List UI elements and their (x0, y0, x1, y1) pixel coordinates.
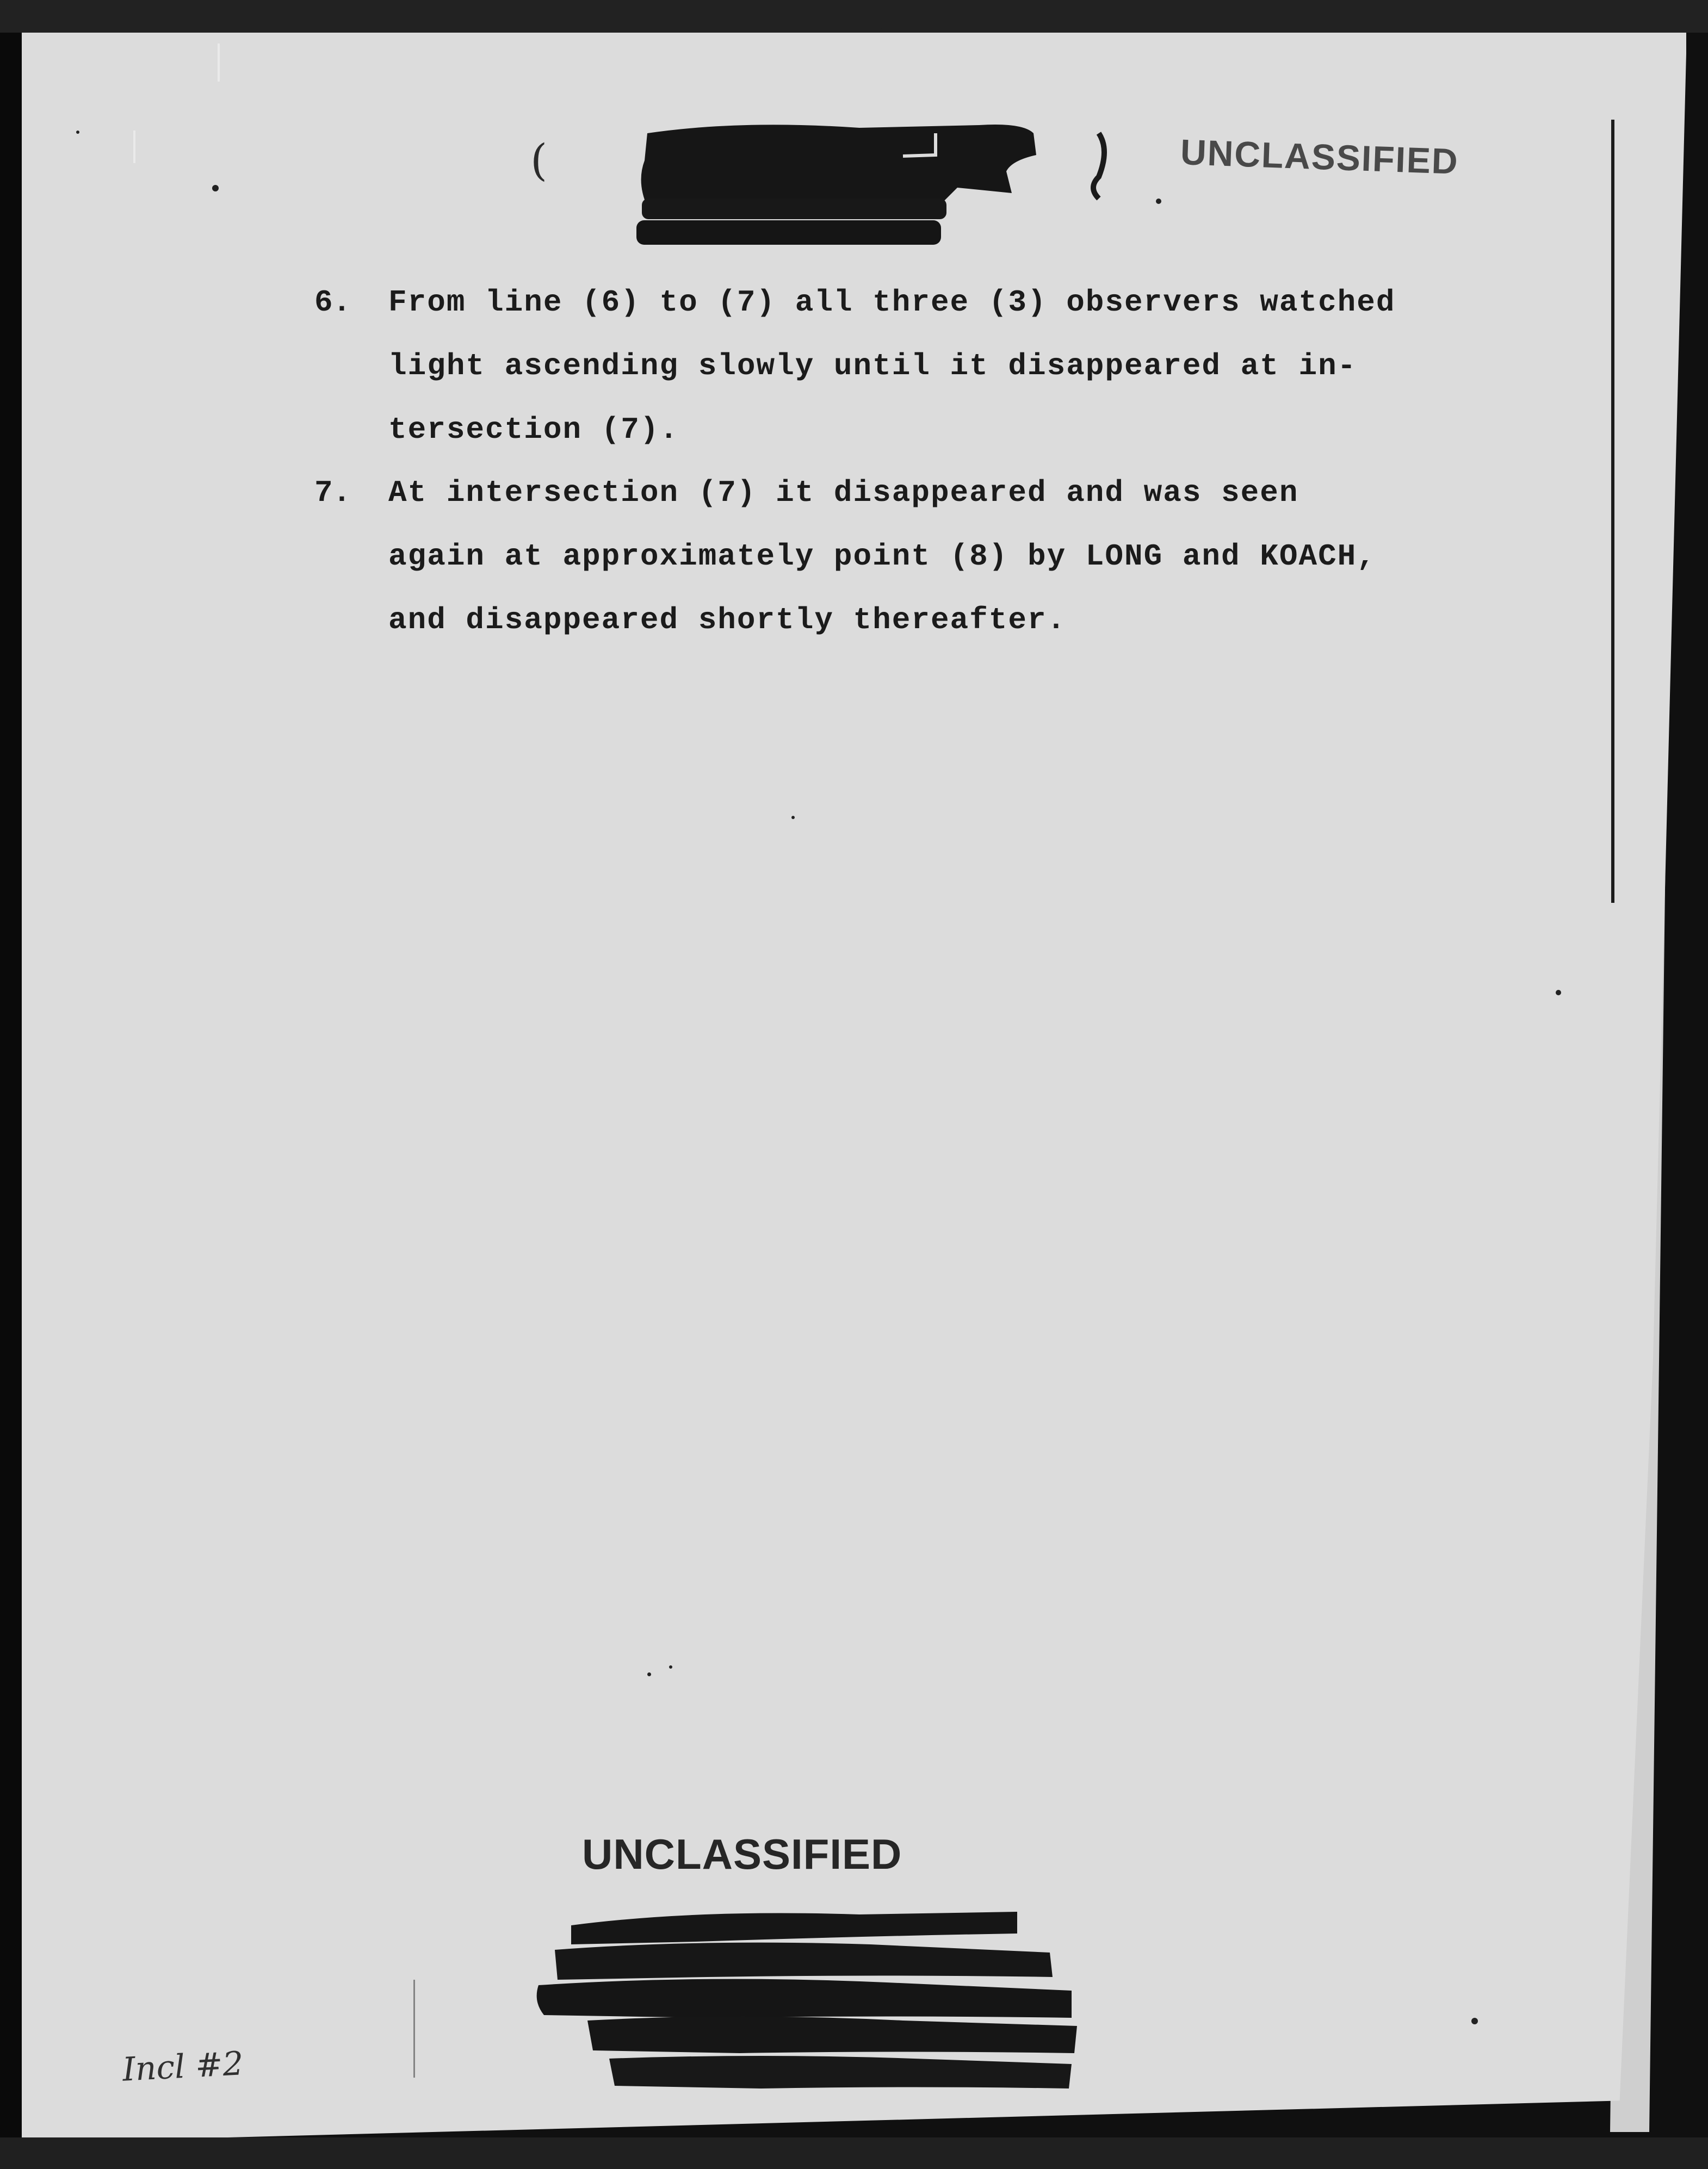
paragraph-number-6: 6. (314, 285, 351, 320)
scan-left-border (0, 33, 22, 2143)
paragraph-7-line-3: and disappeared shortly thereafter. (388, 603, 1067, 637)
film-scratch (218, 44, 220, 82)
film-scratch (133, 131, 135, 163)
paragraph-7-line-2: again at approximately point (8) by LONG and KOACH, (388, 539, 1376, 574)
paragraph-6-line-2: light ascending slowly until it disappeared at in- (388, 349, 1357, 383)
paragraph-7-line-1: At intersection (7) it disappeared and was seen (388, 475, 1299, 510)
paragraph-6-line-1: From line (6) to (7) all three (3) observers watched (388, 285, 1396, 320)
scan-speck (791, 816, 795, 819)
scan-speck (873, 23, 882, 32)
paragraph-6-line-3: tersection (7). (388, 412, 679, 447)
scan-speck (1156, 199, 1161, 204)
right-margin-line (1611, 120, 1614, 903)
handwritten-note: Incl #2 (121, 2044, 245, 2089)
scan-bottom-border (0, 2137, 1708, 2169)
bottom-redaction-block (533, 1904, 1099, 2099)
paragraph-number-7: 7. (314, 475, 351, 510)
bracket-mark: ( (530, 135, 548, 185)
scan-speck (669, 1665, 672, 1669)
top-redaction-block (631, 117, 1153, 258)
scan-speck (1471, 2018, 1478, 2024)
bottom-classification-stamp: UNCLASSIFIED (582, 1830, 902, 1878)
film-scratch (413, 1980, 415, 2078)
scan-top-border (0, 0, 1708, 33)
top-classification-stamp: UNCLASSIFIED (1179, 132, 1459, 182)
scan-speck (212, 185, 219, 191)
scan-speck (76, 131, 79, 134)
scan-speck (647, 1672, 651, 1676)
scan-speck (1556, 990, 1561, 995)
